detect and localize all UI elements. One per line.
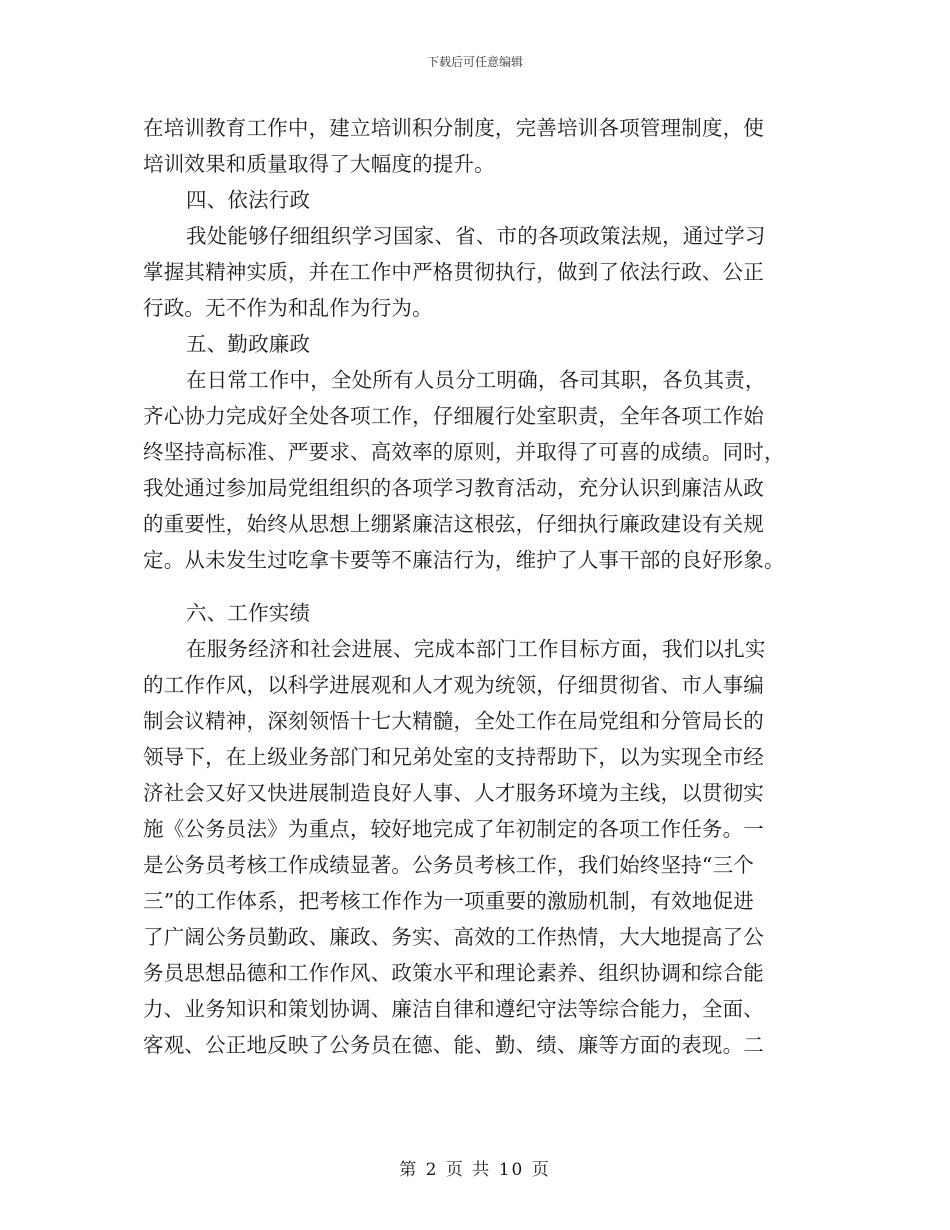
header-note: 下载后可任意编辑 bbox=[426, 55, 523, 69]
paragraph-line: 行政。无不作为和乱作为行为。 bbox=[143, 296, 433, 320]
paragraph-line: 在服务经济和社会进展、完成本部门工作目标方面，我们以扎实 bbox=[186, 637, 766, 661]
paragraph-line: 掌握其精神实质，并在工作中严格贯彻执行，做到了依法行政、公正 bbox=[143, 260, 764, 284]
paragraph-line: 领导下，在上级业务部门和兄弟处室的支持帮助下，以为实现全市经 bbox=[143, 745, 764, 769]
paragraph-line: 济社会又好又快进展制造良好人事、人才服务环境为主线，以贯彻实 bbox=[143, 781, 764, 805]
paragraph-line: 在日常工作中，全处所有人员分工明确，各司其职，各负其责， bbox=[186, 368, 766, 392]
page-number: 第 2 页 共 10 页 bbox=[399, 1160, 551, 1180]
paragraph-line: 我处通过参加局党组组织的各项学习教育活动，充分认识到廉洁从政 bbox=[143, 476, 764, 500]
paragraph-line: 定。从未发生过吃拿卡要等不廉洁行为，维护了人事干部的良好形象。 bbox=[143, 548, 785, 572]
paragraph-line: 力、业务知识和策划协调、廉洁自律和遵纪守法等综合能力，全面、 bbox=[143, 997, 764, 1021]
paragraph-line: 终坚持高标准、严要求、高效率的原则，并取得了可喜的成绩。同时， bbox=[143, 440, 785, 464]
paragraph-line: 齐心协力完成好全处各项工作，仔细履行处室职责，全年各项工作始 bbox=[143, 404, 764, 428]
paragraph-line: 客观、公正地反映了公务员在德、能、勤、绩、廉等方面的表现。二 bbox=[143, 1033, 764, 1057]
paragraph-line: 培训效果和质量取得了大幅度的提升。 bbox=[143, 152, 495, 176]
document-body bbox=[143, 110, 803, 1063]
paragraph-line: 三”的工作体系，把考核工作作为一项重要的激励机制，有效地促进 bbox=[143, 889, 754, 913]
section-heading-5: 五、勤政廉政 bbox=[186, 332, 311, 356]
paragraph-line: 的重要性，始终从思想上绷紧廉洁这根弦，仔细执行廉政建设有关规 bbox=[143, 512, 764, 536]
paragraph-line: 务员思想品德和工作作风、政策水平和理论素养、组织协调和综合能 bbox=[143, 961, 764, 985]
paragraph-line: 我处能够仔细组织学习国家、省、市的各项政策法规，通过学习 bbox=[186, 224, 766, 248]
section-heading-6: 六、工作实绩 bbox=[186, 601, 311, 625]
paragraph-gap bbox=[143, 578, 803, 595]
paragraph-line: 了广阔公务员勤政、廉政、务实、高效的工作热情，大大地提高了公 bbox=[143, 925, 764, 949]
paragraph-line: 施《公务员法》为重点，较好地完成了年初制定的各项工作任务。一 bbox=[143, 817, 764, 841]
paragraph-line: 在培训教育工作中，建立培训积分制度，完善培训各项管理制度，使 bbox=[143, 116, 764, 140]
paragraph-line: 制会议精神，深刻领悟十七大精髓，全处工作在局党组和分管局长的 bbox=[143, 709, 764, 733]
paragraph-line: 的工作作风，以科学进展观和人才观为统领，仔细贯彻省、市人事编 bbox=[143, 673, 764, 697]
paragraph-line: 是公务员考核工作成绩显著。公务员考核工作，我们始终坚持“三个 bbox=[143, 853, 754, 877]
section-heading-4: 四、依法行政 bbox=[186, 188, 311, 212]
